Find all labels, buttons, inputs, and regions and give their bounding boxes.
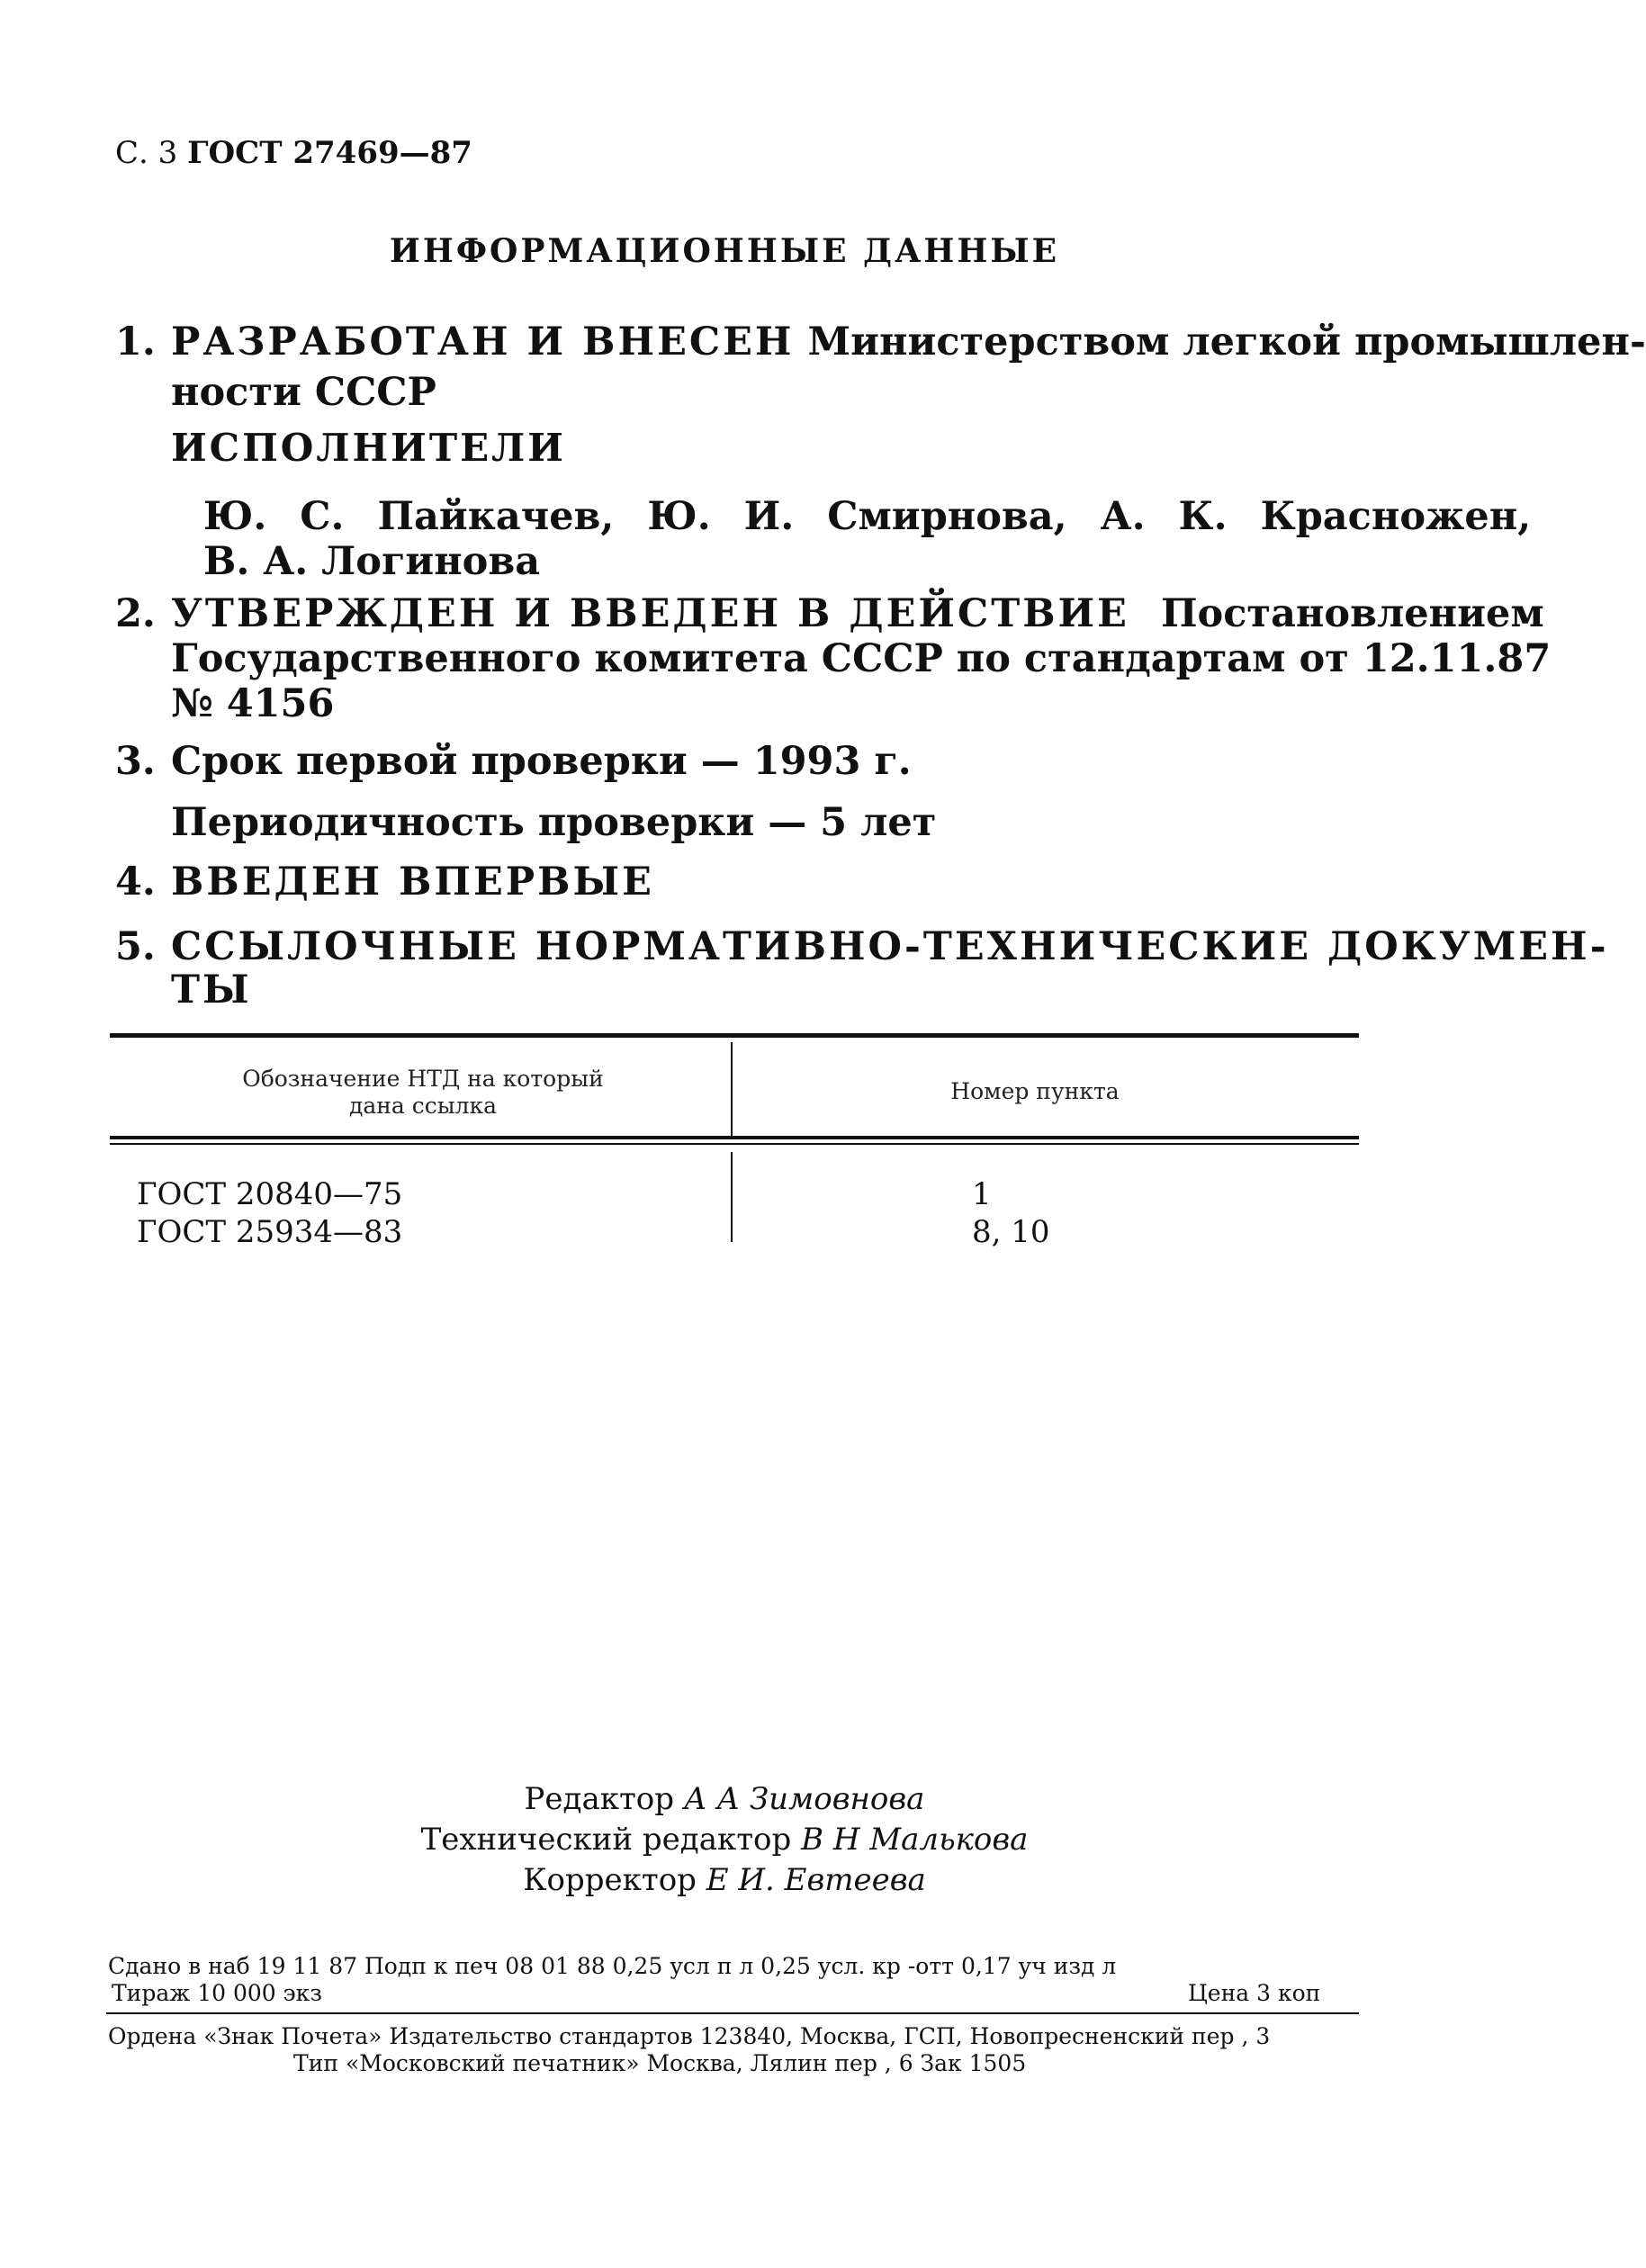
item-number: 4. xyxy=(115,860,156,904)
credit-label: Редактор xyxy=(524,1781,675,1817)
item-text-line2: Государственного комитета СССР по стандартам от 12.11.87 xyxy=(171,636,1552,681)
header-line: дана ссылка xyxy=(348,1093,498,1119)
page-label: С. 3 xyxy=(115,135,178,171)
table-header-rule xyxy=(110,1136,1359,1139)
table-header-rule-thin xyxy=(110,1143,1359,1145)
imprint-print-run: Тираж 10 000 экз xyxy=(112,1980,322,2006)
executors-line-2: В. А. Логинова xyxy=(203,539,541,584)
table-row xyxy=(972,1175,992,1213)
table-cell-doc: ГОСТ 20840—75 xyxy=(137,1176,403,1212)
executors-heading: ИСПОЛНИТЕЛИ xyxy=(171,426,566,470)
item-caps-line2: ТЫ xyxy=(171,968,252,1012)
item-number: 3. xyxy=(115,739,156,784)
item-caps: РАЗРАБОТАН И ВНЕСЕН xyxy=(171,320,795,364)
credit-editor xyxy=(0,1778,1449,1821)
item-1 xyxy=(0,317,1646,425)
table-column-divider xyxy=(731,1042,733,1136)
credit-name: В Н Малькова xyxy=(801,1822,1029,1858)
item-caps: УТВЕРЖДЕН И ВВЕДЕН В ДЕЙСТВИЕ xyxy=(171,591,1129,636)
table-top-rule xyxy=(110,1033,1359,1038)
table-row xyxy=(137,1213,402,1251)
credit-label: Корректор xyxy=(523,1862,697,1898)
item-text-line3: № 4156 xyxy=(171,681,335,726)
item-4 xyxy=(0,857,1449,911)
item-caps: ВВЕДЕН ВПЕРВЫЕ xyxy=(171,860,654,904)
table-header-item-number: Номер пункта xyxy=(950,1078,1120,1104)
credit-tech-editor xyxy=(0,1818,1449,1861)
credit-corrector xyxy=(0,1858,1449,1902)
header-line: Обозначение НТД на который xyxy=(242,1066,604,1092)
table-header-designation xyxy=(162,1066,684,1120)
item-text: Срок первой проверки — 1993 г. xyxy=(171,739,912,784)
imprint-price: Цена 3 коп xyxy=(1188,1980,1321,2006)
imprint-printer: Тип «Московский печатник» Москва, Лялин пер , 6 Зак 1505 xyxy=(293,2050,1027,2076)
item-5 xyxy=(0,922,1609,1021)
item-number: 1. xyxy=(115,320,156,364)
item-text-line2: ности СССР xyxy=(171,370,436,415)
credit-name: А А Зимовнова xyxy=(683,1781,925,1817)
imprint-divider xyxy=(106,2012,1359,2014)
table-cell-item: 8, 10 xyxy=(972,1214,1050,1250)
page-header xyxy=(115,135,472,171)
item-2 xyxy=(0,589,1552,742)
item-text: Постановлением xyxy=(1160,591,1544,636)
item-3 xyxy=(0,736,1449,853)
table-row xyxy=(972,1213,1050,1251)
item-text: Министерством легкой промышлен- xyxy=(807,320,1646,364)
imprint-publisher: Ордена «Знак Почета» Издательство стандартов 123840, Москва, ГСП, Новопресненский пер , 3 xyxy=(108,2023,1271,2049)
section-title: ИНФОРМАЦИОННЫЕ ДАННЫЕ xyxy=(389,232,1060,270)
executors-line-1: Ю. С. Пайкачев, Ю. И. Смирнова, А. К. Красножен, xyxy=(203,494,1532,539)
standard-number: ГОСТ 27469—87 xyxy=(187,135,472,171)
credit-name: Е И. Евтеева xyxy=(706,1862,926,1898)
table-cell-item: 1 xyxy=(972,1176,992,1212)
table-cell-doc: ГОСТ 25934—83 xyxy=(137,1214,403,1250)
credit-label: Технический редактор xyxy=(420,1822,792,1858)
table-row xyxy=(137,1175,402,1213)
item-text-line2: Периодичность проверки — 5 лет xyxy=(171,800,937,845)
imprint-line-1: Сдано в наб 19 11 87 Подп к печ 08 01 88 0,25 усл п л 0,25 усл. кр -отт 0,17 уч изд л xyxy=(108,1953,1117,1979)
item-caps: ССЫЛОЧНЫЕ НОРМАТИВНО-ТЕХНИЧЕСКИЕ ДОКУМЕН- xyxy=(171,924,1609,969)
item-number: 2. xyxy=(115,591,156,636)
item-number: 5. xyxy=(115,924,156,969)
table-column-divider xyxy=(731,1152,733,1242)
